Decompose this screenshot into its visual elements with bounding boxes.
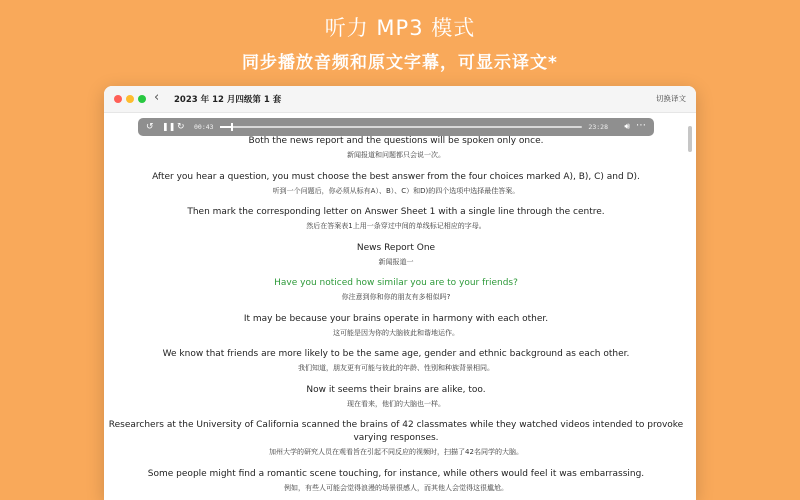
transcript-en[interactable]: News Report One: [356, 243, 436, 253]
transcript-en[interactable]: After you hear a question, you must choose the best answer from the four choices marked A), B), C) and D).: [152, 172, 640, 182]
progress-thumb[interactable]: [231, 123, 233, 131]
transcript-en[interactable]: Both the news report and the questions will be spoken only once.: [248, 136, 544, 146]
transcript-area: [104, 136, 688, 500]
transcript-cn: 你注意到你和你的朋友有多相似吗?: [341, 293, 451, 301]
maximize-window-button[interactable]: [138, 95, 146, 103]
transcript-cn: 我们知道，朋友更有可能与彼此的年龄、性别和种族背景相同。: [298, 364, 494, 372]
transcript-en[interactable]: Researchers at the University of California scanned the brains of 42 classmates while they watched videos intended to provoke: [108, 420, 684, 430]
more-icon[interactable]: ⋯: [636, 120, 646, 131]
transcript-en[interactable]: It may be because your brains operate in harmony with each other.: [243, 314, 549, 324]
forward-icon[interactable]: ↻: [177, 122, 185, 132]
replay-icon[interactable]: ↺: [146, 122, 154, 132]
scrollbar[interactable]: [688, 126, 692, 152]
transcript-en[interactable]: Then mark the corresponding letter on Answer Sheet 1 with a single line through the centre.: [187, 207, 605, 217]
hero-subtitle: 同步播放音频和原文字幕，可显示译文*: [242, 53, 558, 73]
progress-fill: [220, 126, 231, 128]
transcript-cn: 加州大学的研究人员在观看旨在引起不同反应的视频时，扫描了42名同学的大脑。: [269, 448, 523, 456]
transcript-en[interactable]: Some people might find a romantic scene touching, for instance, while others would feel it was embarrassing.: [147, 469, 645, 479]
window-title: 2023 年 12 月四级第 1 套: [174, 95, 282, 105]
audio-player-bar: [138, 118, 654, 136]
elapsed-time: 00:43: [194, 123, 214, 131]
total-time: 23:28: [588, 123, 608, 131]
transcript-cn: 然后在答案表1上用一条穿过中间的单线标记相应的字母。: [306, 222, 486, 230]
transcript-cn: 新闻报道和问题都只会说一次。: [347, 151, 445, 159]
switch-translation-button[interactable]: 切换译文: [656, 94, 686, 103]
hero-title: 听力 MP3 模式: [324, 16, 476, 40]
transcript-en[interactable]: Now it seems their brains are alike, too.: [306, 385, 486, 395]
transcript-cn: 现在看来，他们的大脑也一样。: [347, 400, 445, 408]
chevron-left-icon[interactable]: ‹: [154, 90, 160, 105]
minimize-window-button[interactable]: [126, 95, 134, 103]
close-window-button[interactable]: [114, 95, 122, 103]
volume-icon[interactable]: 🔊︎: [624, 122, 630, 132]
transcript-cn: 这可能是因为你的大脑彼此和谐地运作。: [333, 329, 459, 337]
titlebar: [104, 86, 696, 113]
transcript-en-active[interactable]: Have you noticed how similar you are to your friends?: [274, 278, 518, 288]
transcript-en-continued[interactable]: varying responses.: [353, 433, 439, 443]
pause-icon[interactable]: ❚❚: [162, 122, 176, 131]
transcript-cn: 新闻报道一: [378, 258, 414, 266]
transcript-cn: 例如，有些人可能会觉得浪漫的场景很感人，而其他人会觉得这很尴尬。: [284, 484, 508, 492]
transcript-en[interactable]: We know that friends are more likely to be the same age, gender and ethnic background as each other.: [162, 349, 630, 359]
progress-slider[interactable]: [220, 126, 582, 128]
transcript-cn: 听到一个问题后，你必须从标有A）、B）、C）和D)的四个选项中选择最佳答案。: [272, 187, 520, 195]
app-window: [104, 86, 696, 500]
